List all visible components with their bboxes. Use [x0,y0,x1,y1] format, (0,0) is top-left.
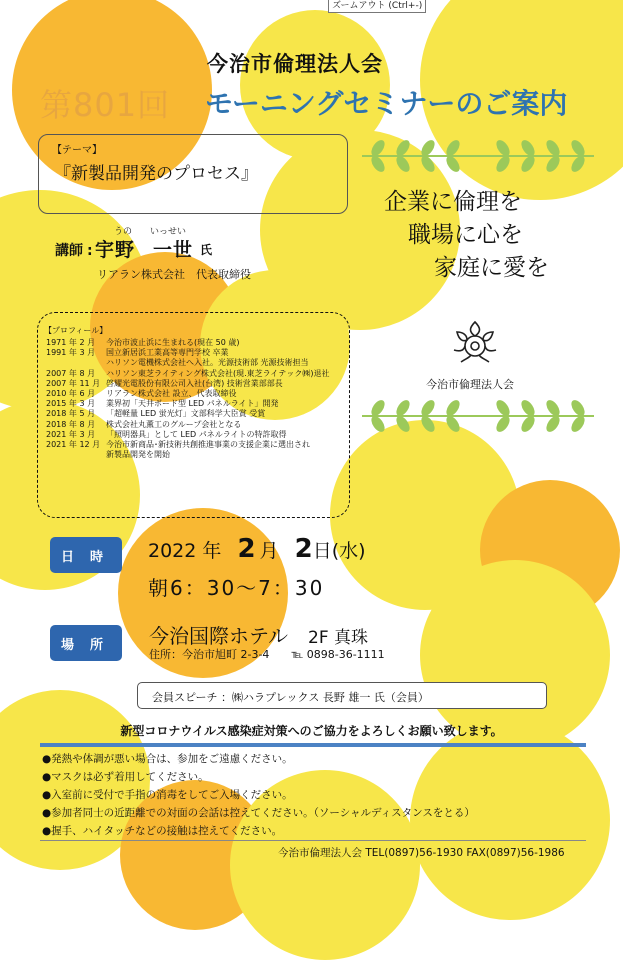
covid-rule: ●マスクは必ず着用してください。 [42,771,209,783]
covid-rules [42,750,475,840]
covid-rule: ●発熱や体調が悪い場合は、参加をご遠慮ください。 [42,753,293,765]
covid-rule: ●参加者同士の近距離での対面の会話は控えてください。（ソーシャルディスタンスをとる） [42,807,475,819]
profile-item: 2021 年 12 月 今治市新商品･新技術共創推進事業の支援企業に選出され [46,440,310,450]
profile-item: 1971 年 2 月 今治市波止浜に生まれる(現在 50 歳) [46,338,240,347]
organization-title: 今治市倫理法人会 [207,52,383,76]
covid-rule: ●入室前に受付で手指の消毒をしてご入場ください。 [42,789,293,801]
covid-heading: 新型コロナウイルス感染症対策へのご協力をよろしくお願い致します。 [120,724,503,738]
profile-item: 2007 年 11 月 啓耀光電股份有限公司入社(台湾) 技術営業部部長 [46,378,283,388]
divider [40,840,586,841]
footer-contact: 今治市倫理法人会 TEL(0897)56-1930 FAX(0897)56-1986 [278,847,565,859]
divider [40,743,586,747]
lecturer-honorific: 氏 [200,243,213,257]
given-reading: いっせい [150,227,187,237]
emblem-caption: 今治市倫理法人会 [426,378,514,391]
covid-rule: ●握手、ハイタッチなどの接触は控えてください。 [42,825,283,837]
venue-label: 場所 [50,625,122,661]
profile-item: 新製品開発を開始 [106,450,170,460]
lecturer-label: 講師 : [55,243,93,259]
profile-item: 2018 年 5 月 「超軽量 LED 蛍光灯」文部科学大臣賞 受賞 [46,409,266,419]
profile-item: 1991 年 3 月 国立新居浜工業高等専門学校 卒業 [46,348,229,358]
motto-line: 企業に倫理を [384,189,522,215]
event-date: 2022 年 2 月 2日(水) [148,534,366,564]
profile-heading: 【プロフィール】 [44,326,108,335]
venue-address: 住所：今治市旭町 2-3-4 ℡ 0898-36-1111 [149,648,385,661]
profile-item: 2007 年 8 月 ハリソン東芝ライティング株式会社(現.東芝ライテック㈱)退社 [46,368,330,378]
motto-line: 職場に心を [408,222,523,248]
profile-item: 2010 年 6 月 リアラン株式会社 設立、代表取締役 [46,389,237,399]
profile-item: 2021 年 3 月 「照明器具」として LED パネルライトの特許取得 [46,429,287,439]
motto-line: 家庭に愛を [434,255,549,281]
venue-name: 今治国際ホテル 2F 真珠 [149,624,368,648]
theme-title: 『新製品開発のプロセス』 [54,164,258,184]
leaf-vine-top [358,138,598,174]
motto [384,186,549,285]
leaf-vine-bottom [358,398,598,434]
zoom-out-tooltip: ズームアウト (Ctrl+-) [328,0,426,13]
theme-tag: 【テーマ】 [52,145,102,156]
surname-reading: うの [114,227,133,237]
profile-item: ハリソン電機株式会社へ入社。光源技術部 光源技術担当 [106,358,309,368]
event-time: 朝6：30～7：30 [148,576,325,600]
lecturer-company: リアラン株式会社 代表取締役 [97,268,251,281]
datetime-label: 日時 [50,537,122,573]
profile-item: 2018 年 8 月 株式会社丸薫工のグループ会社となる [46,419,242,429]
seminar-title: モーニングセミナーのご案内 [205,87,568,120]
session-number: 第801回 [40,86,171,124]
member-speech: 会員スピーチ ：㈱ハラプレックス 長野 雄一 氏（会員） [137,682,547,709]
lecturer-name: 宇野 一世 [95,239,194,261]
profile-item: 2015 年 3 月 業界初「天井ボード型 LED パネルライト」開発 [46,399,279,409]
profile-list [46,338,346,460]
emblem-icon [449,318,501,370]
